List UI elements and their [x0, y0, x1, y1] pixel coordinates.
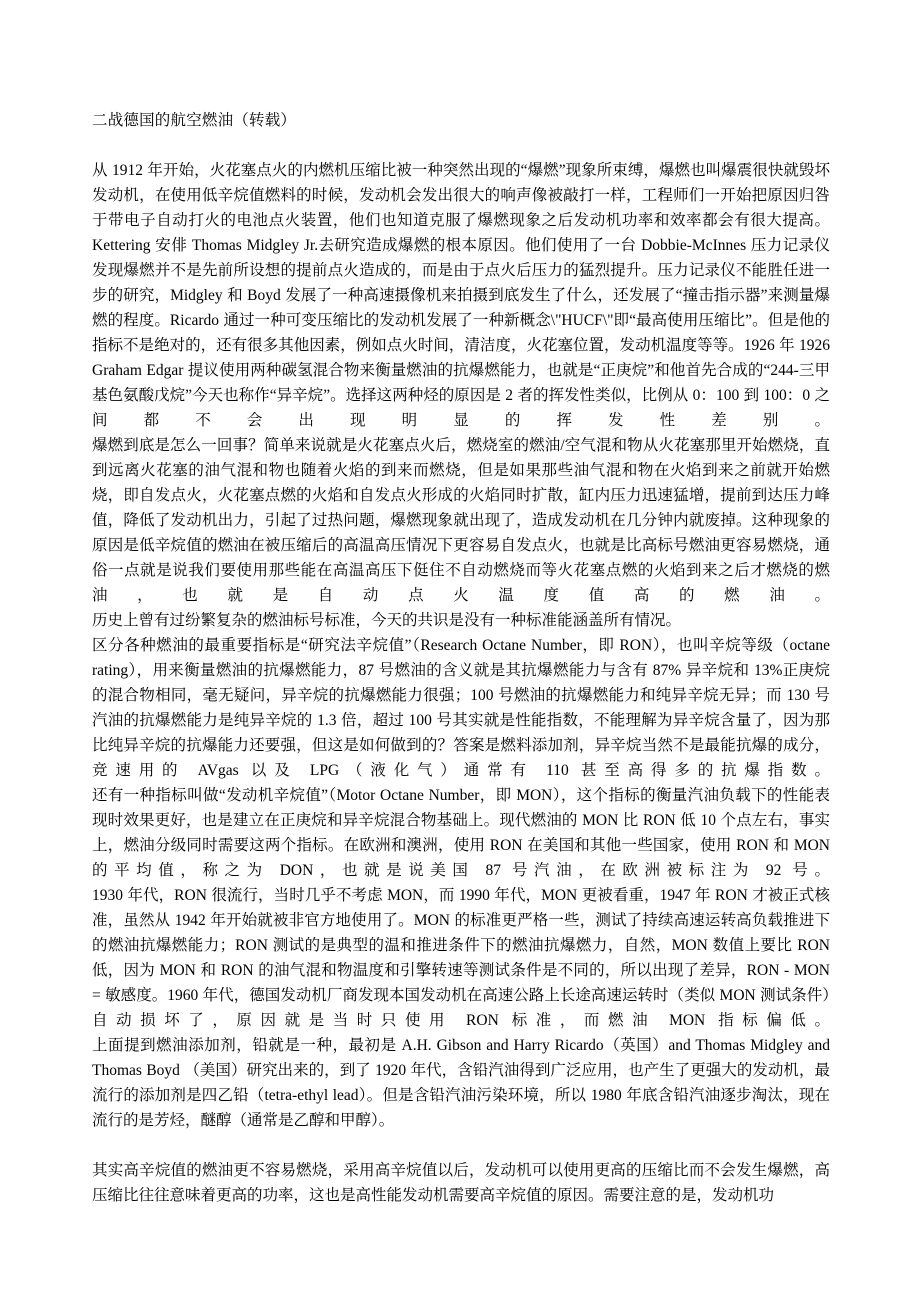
paragraph-gap — [92, 1133, 830, 1158]
paragraph-6: 1930 年代，RON 很流行，当时几乎不考虑 MON，而 1990 年代，MON 更被看重，1947 年 RON 才被正式核准，虽然从 1942 年开始就被非官方地使用了。MON 的标准更严格一些，测试了持续高速运转高负载推进下的燃油抗爆燃能力；RON 测试的是典型的温和推进条件下的燃油抗爆燃力，自然，MON 数值上要比 RON 低，因为 MON 和 RON 的油气混和物温度和引擎转速等测试条件是不同的，所以出现了差异，RON - MON = 敏感度。1960 年代，德国发动机厂商发现本国发动机在高速公路上长途高速运转时（类似 MON 测试条件）自动损坏了，原因就是当时只使用 RON 标准，而燃油 MON 指标偏低。 — [92, 887, 830, 1029]
page-title: 二战德国的航空燃油（转载） — [92, 112, 297, 129]
paragraph-1: 从 1912 年开始，火花塞点火的内燃机压缩比被一种突然出现的“爆燃”现象所束缚，爆燃也叫爆震很快就毁坏发动机，在使用低辛烷值燃料的时候，发动机会发出很大的响声像被敲打一样，工程师们一开始把原因归咎于带电子自动打火的电池点火装置，他们也知道克服了爆燃现象之后发动机功率和效率都会有很大提高。Kettering 安俳 Thomas Midgley Jr.去研究造成爆燃的根本原因。他们使用了一台 Dobbie-McInnes 压力记录仪发现爆燃并不是先前所设想的提前点火造成的，而是由于点火后压力的猛烈提升。压力记录仪不能胜任进一步的研究，Midgley 和 Boyd 发展了一种高速摄像机来拍摄到底发生了什么，还发展了“撞击指示器”来测量爆燃的程度。Ricardo 通过一种可变压缩比的发动机发展了一种新概念\"HUCF\"即“最高使用压缩比”。但是他的指标不是绝对的，还有很多其他因素，例如点火时间，清洁度，火花塞位置，发动机温度等等。1926 年 1926 Graham Edgar 提议使用两种碳氢混合物来衡量燃油的抗爆燃能力，也就是“正庚烷”和他首先合成的“244-三甲基色氨酸戊烷”今天也称作“异辛烷”。选择这两种烃的原因是 2 者的挥发性类似，比例从 0：100 到 100：0 之间都不会出现明显的挥发性差别。 — [92, 162, 830, 429]
paragraph-8: 其实高辛烷值的燃油更不容易燃烧，采用高辛烷值以后，发动机可以使用更高的压缩比而不会发生爆燃，高压缩比往往意味着更高的功率，这也是高性能发动机需要高辛烷值的原因。需要注意的是，发动机功 — [92, 1162, 830, 1204]
paragraph-4: 区分各种燃油的最重要指标是“研究法辛烷值”（Research Octane Number，即 RON），也叫辛烷等级（octane rating），用来衡量燃油的抗爆燃能力，87 号燃油的含义就是其抗爆燃能力与含有 87% 异辛烷和 13%正庚烷的混合物相同，毫无疑问，异辛烷的抗爆燃能力很强；100 号燃油的抗爆燃能力和纯异辛烷无异；而 130 号汽油的抗爆燃能力是纯异辛烷的 1.3 倍，超过 100 号其实就是性能指数，不能理解为异辛烷含量了，因为那比纯异辛烷的抗爆能力还要强，但这是如何做到的？答案是燃料添加剂，异辛烷当然不是最能抗爆的成分，竞速用的 AVgas 以及 LPG（液化气）通常有 110 甚至高得多的抗爆指数。 — [92, 637, 830, 779]
paragraph-5: 还有一种指标叫做“发动机辛烷值”（Motor Octane Number，即 MON），这个指标的衡量汽油负载下的性能表现时效果更好，也是建立在正庚烷和异辛烷混合物基础上。现代燃油的 MON 比 RON 低 10 个点左右，事实上，燃油分级同时需要这两个指标。在欧洲和澳洲，使用 RON 在美国和其他一些国家，使用 RON 和 MON 的平均值，称之为 DON，也就是说美国 87 号汽油，在欧洲被标注为 92 号。 — [92, 787, 830, 879]
paragraph-2: 爆燃到底是怎么一回事？简单来说就是火花塞点火后，燃烧室的燃油/空气混和物从火花塞那里开始燃烧，直到远离火花塞的油气混和物也随着火焰的到来而燃烧，但是如果那些油气混和物在火焰到来之前就开始燃烧，即自发点火，火花塞点燃的火焰和自发点火形成的火焰同时扩散，缸内压力迅速猛增，提前到达压力峰值，降低了发动机出力，引起了过热问题，爆燃现象就出现了，造成发动机在几分钟内就废掉。这种现象的原因是低辛烷值的燃油在被压缩后的高温高压情况下更容易自发点火，也就是比高标号燃油更容易燃烧，通俗一点就是说我们要使用那些能在高温高压下侹住不自动燃烧而等火花塞点燃的火焰到来之后才燃烧的燃油，也就是自动点火温度值高的燃油。 — [92, 437, 830, 604]
document-body — [92, 108, 830, 1208]
paragraph-7: 上面提到燃油添加剂，铅就是一种，最初是 A.H. Gibson and Harry Ricardo（英国）and Thomas Midgley and Thomas Boyd （美国）研究出来的，到了 1920 年代，含铅汽油得到广泛应用，也产生了更强大的发动机，最流行的添加剂是四乙铅（tetra-ethyl lead）。但是含铅汽油污染环境，所以 1980 年底含铅汽油逐步淘汰，现在流行的是芳烃，醚醇（通常是乙醇和甲醇）。 — [92, 1037, 830, 1129]
paragraph-3: 历史上曾有过纷繁复杂的燃油标号标准，今天的共识是没有一种标准能涵盖所有情况。 — [92, 612, 682, 629]
title-paragraph-gap — [92, 133, 830, 158]
